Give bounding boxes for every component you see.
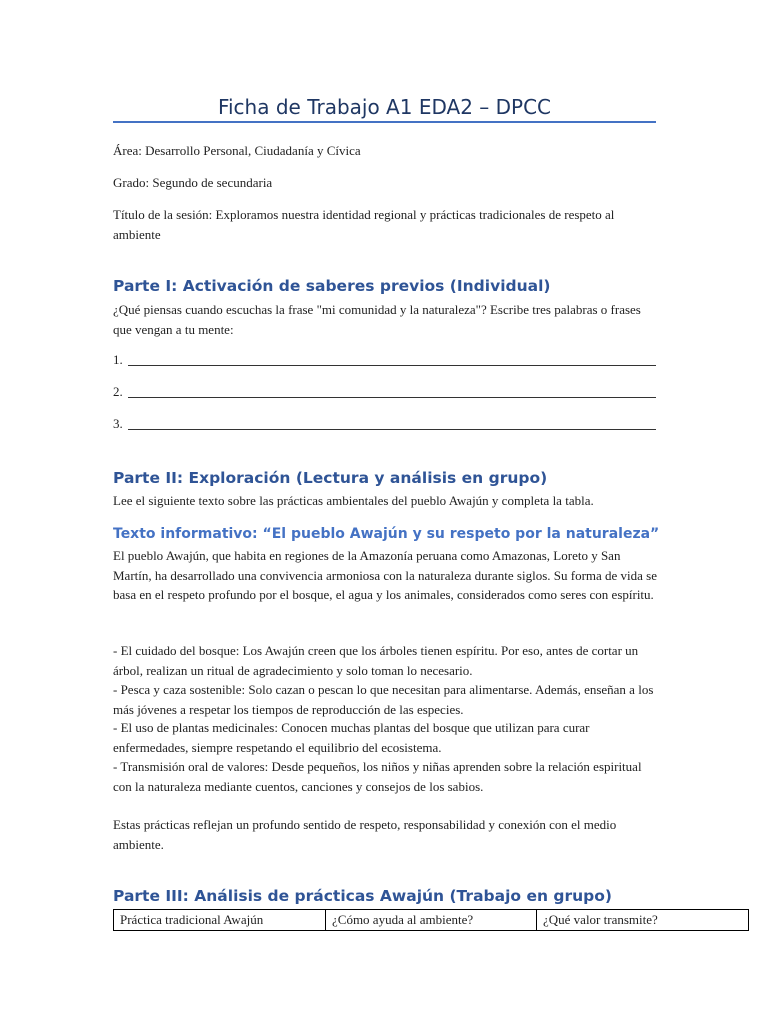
table-header-cell: ¿Qué valor transmite? xyxy=(537,910,749,931)
answer-rule xyxy=(128,383,656,398)
answer-line-2[interactable] xyxy=(113,382,656,402)
answer-line-3[interactable] xyxy=(113,414,656,434)
practice-bullet-forest: - El cuidado del bosque: Los Awajún creen que los árboles tienen espíritu. Por eso, antes de cortar un árbol, realizan un ritual de agradecimiento y solo toman lo necesario. xyxy=(113,643,639,678)
parte-2-instruction: Lee el siguiente texto sobre las prácticas ambientales del pueblo Awajún y completa la tabla. xyxy=(113,493,594,508)
answer-rule xyxy=(128,415,656,430)
practice-bullet-oral: - Transmisión oral de valores: Desde pequeños, los niños y niñas aprenden sobre la relación espiritual con la naturaleza mediante cuentos, canciones y consejos de los sabios. xyxy=(113,759,642,794)
answer-line-number: 3. xyxy=(113,416,126,431)
session-title-line: Título de la sesión: Exploramos nuestra identidad regional y prácticas tradicionales de respeto al ambiente xyxy=(113,207,615,242)
practice-bullet-fishing: - Pesca y caza sostenible: Solo cazan o pescan lo que necesitan para alimentarse. Además, enseñan a los más jóvenes a respetar los tiempos de reproducción de las especies. xyxy=(113,682,654,717)
grado-line: Grado: Segundo de secundaria xyxy=(113,175,273,190)
parte-3-heading: Parte III: Análisis de prácticas Awajún (Trabajo en grupo) xyxy=(113,887,612,905)
informative-text-closing: Estas prácticas reflejan un profundo sentido de respeto, responsabilidad y conexión con el medio ambiente. xyxy=(113,817,617,852)
table-header-cell: ¿Cómo ayuda al ambiente? xyxy=(326,910,537,931)
parte-1-instruction: ¿Qué piensas cuando escuchas la frase "mi comunidad y la naturaleza"? Escribe tres palabras o frases que vengan a tu mente: xyxy=(113,302,641,337)
practices-table xyxy=(113,909,749,931)
answer-rule xyxy=(128,351,656,366)
answer-line-number: 2. xyxy=(113,384,126,399)
table-header-cell: Práctica tradicional Awajún xyxy=(114,910,326,931)
parte-2-heading: Parte II: Exploración (Lectura y análisis en grupo) xyxy=(113,469,548,487)
informative-text-intro: El pueblo Awajún, que habita en regiones de la Amazonía peruana como Amazonas, Loreto y San Martín, ha desarrollado una convivencia armoniosa con la naturaleza durante siglos. Su forma de vida se basa en el respeto profundo por el bosque, el agua y los animales, considerados como seres con espíritu. xyxy=(113,548,658,602)
answer-line-number: 1. xyxy=(113,352,126,367)
parte-1-heading: Parte I: Activación de saberes previos (Individual) xyxy=(113,277,551,295)
practice-bullet-plants: - El uso de plantas medicinales: Conocen muchas plantas del bosque que utilizan para curar enfermedades, siempre respetando el equilibrio del ecosistema. xyxy=(113,720,590,755)
title-underline xyxy=(113,121,656,123)
answer-line-1[interactable] xyxy=(113,350,656,370)
informative-text-heading: Texto informativo: “El pueblo Awajún y su respeto por la naturaleza” xyxy=(113,526,660,542)
document-title: Ficha de Trabajo A1 EDA2 – DPCC xyxy=(217,95,552,119)
area-line: Área: Desarrollo Personal, Ciudadanía y Cívica xyxy=(113,143,361,158)
table-header-row xyxy=(114,910,749,931)
